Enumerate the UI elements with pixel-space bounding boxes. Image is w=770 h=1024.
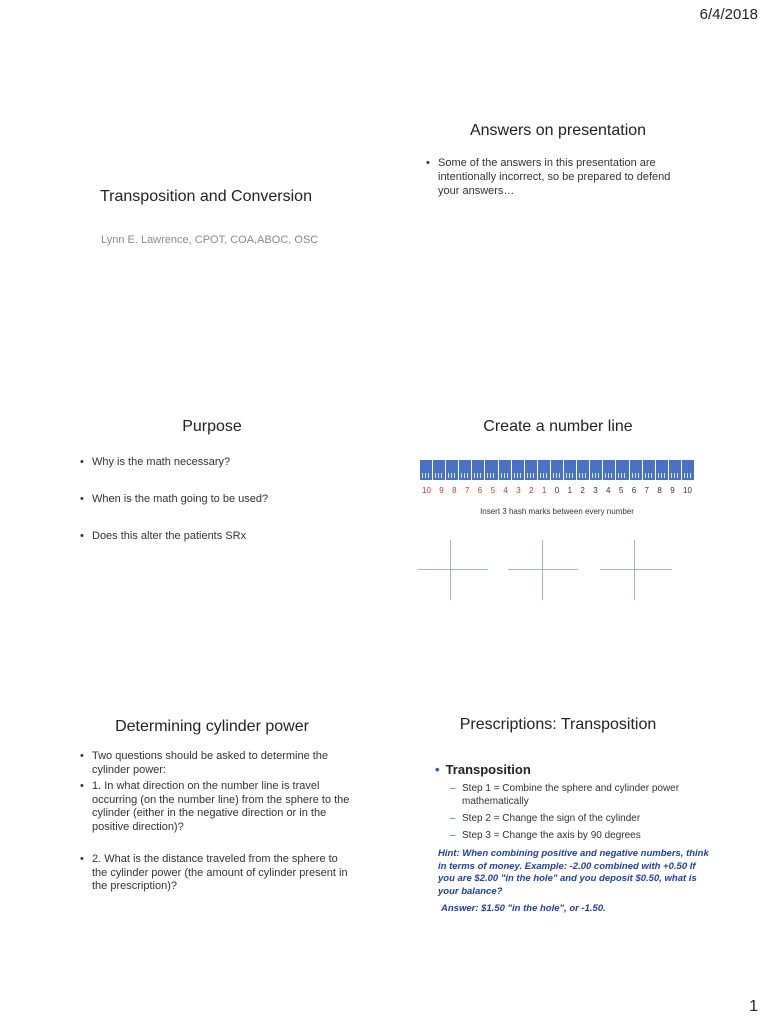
number-line-label-positive: 10 (683, 486, 692, 495)
number-line-label-negative: 7 (464, 486, 470, 495)
number-line-label-negative: 6 (477, 486, 483, 495)
number-line-segment (499, 460, 511, 480)
number-line-segment (512, 460, 524, 480)
bullet-item: • When is the math going to be used? (78, 492, 348, 506)
step-item: – Step 3 = Change the axis by 90 degrees (450, 829, 680, 842)
number-line-caption: Insert 3 hash marks between every number (480, 507, 634, 516)
number-line-bar (420, 460, 694, 480)
slide-title: Determining cylinder power (115, 718, 309, 735)
number-line-label-positive: 1 (567, 486, 573, 495)
slide-title: Purpose (182, 418, 242, 435)
number-line-label-negative: 10 (422, 486, 431, 495)
number-line-label-negative: 3 (516, 486, 521, 495)
number-line-segment (525, 460, 537, 480)
slide-title: Transposition and Conversion (100, 188, 312, 205)
number-line-label-positive: 9 (670, 486, 675, 495)
number-line-label-positive: 4 (606, 486, 611, 495)
number-line-segment (433, 460, 445, 480)
bullet-item: • Some of the answers in this presentation are intentionally incorrect, so be prepared to defend your answers… (424, 156, 686, 198)
number-line-labels (420, 486, 694, 495)
number-line-label-positive: 6 (631, 486, 637, 495)
bullet-list (78, 750, 350, 894)
bullet-item: • 1. In what direction on the number line is travel occurring (on the number line) from the sphere to the cylinder (either in the negative direction or in the positive direction)? (78, 780, 350, 834)
number-line-label-negative: 4 (503, 486, 508, 495)
print-date: 6/4/2018 (699, 6, 758, 23)
number-line-label-positive: 2 (580, 486, 585, 495)
step-item: – Step 1 = Combine the sphere and cylinder power mathematically (450, 782, 680, 808)
page-number: 1 (749, 998, 758, 1015)
bullet-list (424, 156, 686, 198)
number-line-segment (616, 460, 628, 480)
number-line-segment (446, 460, 458, 480)
bullet-item: • Two questions should be asked to determine the cylinder power: (78, 750, 350, 777)
number-line-segment (590, 460, 602, 480)
number-line-segment (485, 460, 497, 480)
number-line-label-negative: 1 (541, 486, 547, 495)
slide-title: Prescriptions: Transposition (459, 716, 657, 733)
number-line-segment (682, 460, 694, 480)
number-line-segment (577, 460, 589, 480)
answer-text: Answer: $1.50 "in the hole", or -1.50. (441, 903, 606, 914)
slide-title: Answers on presentation (469, 122, 647, 139)
number-line-segment (472, 460, 484, 480)
number-line-segment (669, 460, 681, 480)
bullet-item: • Does this alter the patients SRx (78, 529, 348, 543)
slide-title: Create a number line (483, 418, 633, 435)
bullet-list (78, 455, 348, 543)
slide-author: Lynn E. Lawrence, CPOT, COA,ABOC, OSC (101, 234, 319, 246)
number-line (420, 460, 694, 516)
number-line-segment (420, 460, 432, 480)
number-line-segment (656, 460, 668, 480)
number-line-label-negative: 5 (490, 486, 496, 495)
number-line-label-positive: 8 (657, 486, 662, 495)
number-line-label-negative: 8 (452, 486, 457, 495)
number-line-segment (551, 460, 563, 480)
number-line-segment (630, 460, 642, 480)
bullet-item: • Why is the math necessary? (78, 455, 348, 469)
number-line-segment (564, 460, 576, 480)
number-line-label-positive: 5 (618, 486, 624, 495)
number-line-label-positive: 3 (593, 486, 598, 495)
bullet-icon: • (435, 762, 440, 777)
bullet-item: • 2. What is the distance traveled from the sphere to the cylinder power (the amount of cylinder present in the prescription)? (78, 853, 350, 894)
number-line-segment (603, 460, 615, 480)
step-list (450, 782, 680, 846)
number-line-segment (459, 460, 471, 480)
number-line-label-positive: 7 (644, 486, 649, 495)
transposition-heading: • Transposition (435, 762, 531, 777)
number-line-segment (538, 460, 550, 480)
number-line-segment (643, 460, 655, 480)
number-line-label-negative: 9 (439, 486, 444, 495)
step-item: – Step 2 = Change the sign of the cylinder (450, 812, 680, 825)
hint-text: Hint: When combining positive and negative numbers, think in terms of money. Example: -2.00 combined with +0.50 If you are $2.00 "in the hole" and you deposit $0.50, what is your balance? (438, 848, 709, 897)
number-line-label-positive: 0 (554, 486, 560, 495)
number-line-label-negative: 2 (529, 486, 534, 495)
